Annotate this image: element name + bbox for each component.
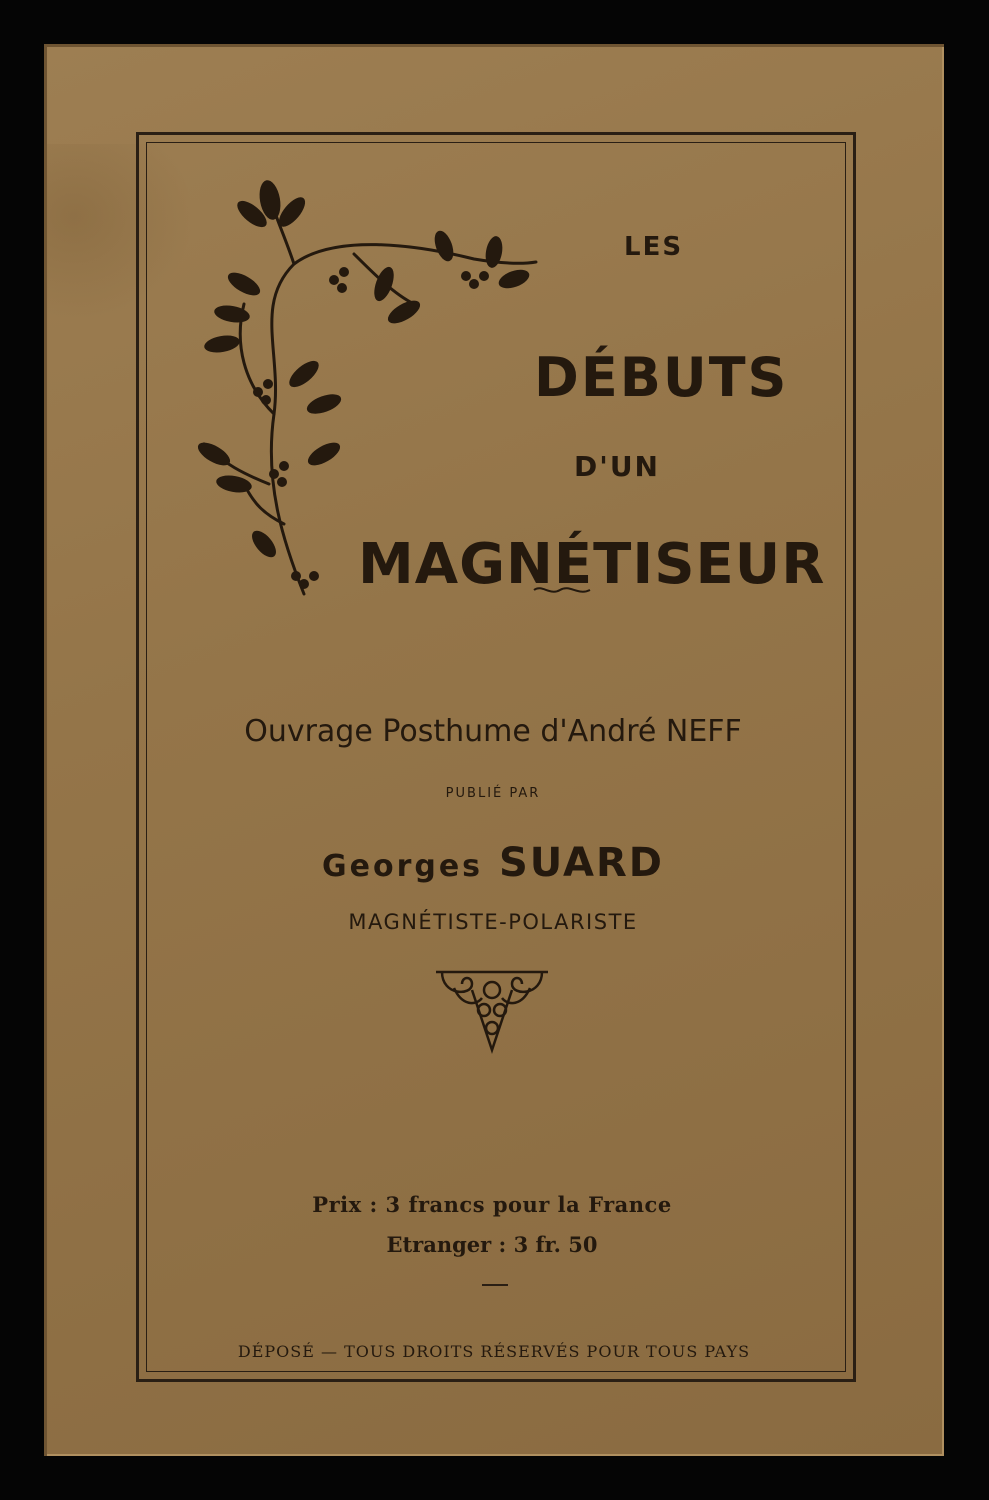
subtitle: Ouvrage Posthume d'André NEFF <box>244 714 742 749</box>
rights-notice: DÉPOSÉ — TOUS DROITS RÉSERVÉS POUR TOUS PAYS <box>237 1342 751 1361</box>
price-foreign: Etranger : 3 fr. 50 <box>386 1232 598 1257</box>
author-name <box>44 840 942 886</box>
price-france: Prix : 3 francs pour la France <box>312 1192 672 1217</box>
author-role: MAGNÉTISTE-POLARISTE <box>348 910 638 934</box>
title-magnetiseur: MAGNÉTISEUR <box>358 532 826 597</box>
author-last-name: SUARD <box>498 840 665 886</box>
scroll-ornament <box>432 966 552 1056</box>
published-by: PUBLIÉ PAR <box>445 786 541 801</box>
small-dash-divider <box>482 1284 508 1286</box>
title-debuts: DÉBUTS <box>534 346 789 409</box>
author-first-name: Georges <box>321 849 484 884</box>
tilde-divider <box>532 584 592 596</box>
title-les: LES <box>624 232 684 262</box>
title-dun: D'UN <box>574 450 660 483</box>
book-cover <box>44 44 944 1456</box>
